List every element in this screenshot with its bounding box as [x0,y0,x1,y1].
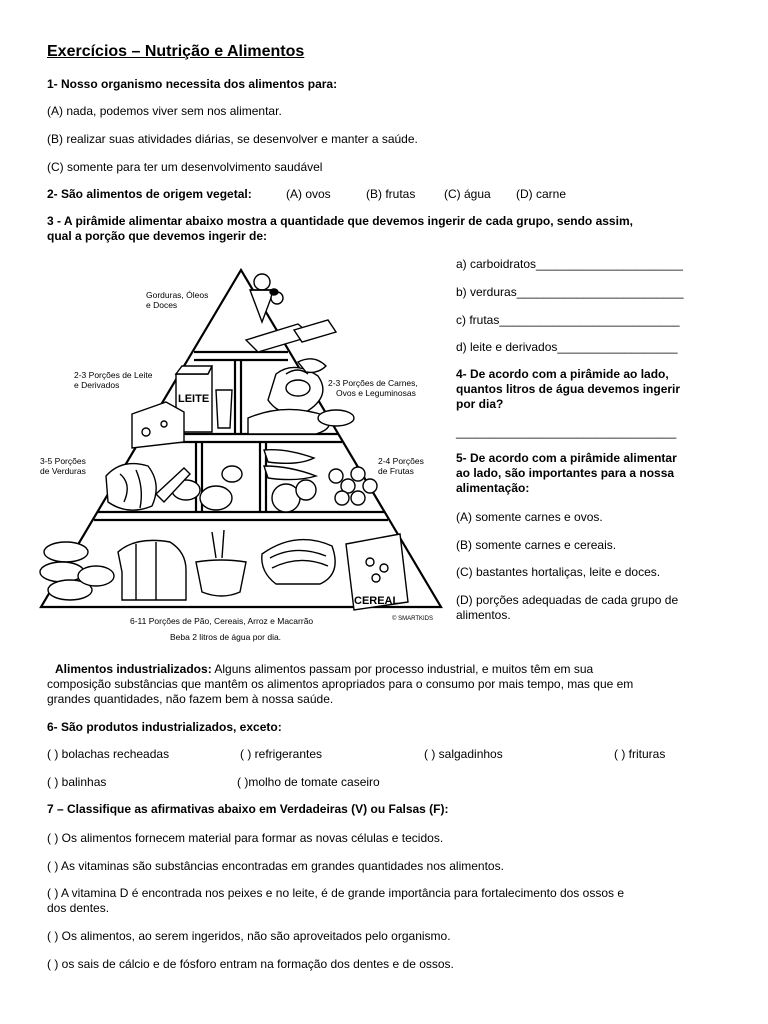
industrial-paragraph [47,662,721,676]
q5-option-d-line1: (D) porções adequadas de cada grupo de [456,593,679,607]
q2-option-b: (B) frutas [366,187,416,201]
q3-item-d: d) leite e derivados__________________ [456,340,678,354]
q3-item-c: c) frutas___________________________ [456,313,680,327]
label-meat-2: Ovos e Leguminosas [336,388,416,398]
question-6: 6- São produtos industrializados, exceto: [47,720,282,734]
q4-answer-line: _________________________________ [456,425,677,439]
q6-option-cookies: ( ) bolachas recheadas [47,747,170,761]
q6-option-snacks: ( ) salgadinhos [424,747,503,761]
question-5-line2: ao lado, são importantes para a nossa [456,466,675,480]
question-4-line1: 4- De acordo com a pirâmide ao lado, [456,367,669,381]
q1-option-a: (A) nada, podemos viver sem nos alimentar. [47,104,282,118]
question-4-line2: quantos litros de água devemos ingerir [456,382,681,396]
smartkids-logo: © SMARTKIDS [392,616,433,622]
industrial-heading: Alimentos industrializados: [55,662,212,676]
q6-option-soda: ( ) refrigerantes [240,747,323,761]
question-5-line1: 5- De acordo com a pirâmide alimentar [456,451,677,465]
q6-option-candy: ( ) balinhas [47,775,107,789]
food-pyramid-illustration [36,262,446,644]
label-fruits-2: de Frutas [378,466,414,476]
vegetables-icon [106,464,242,511]
cereal-box-label: CEREAL [354,595,400,607]
q7-statement-5: ( ) os sais de cálcio e de fósforo entram na formação dos dentes e de ossos. [47,957,454,971]
q6-option-tomato-sauce: ( )molho de tomate caseiro [237,775,380,789]
q5-option-c: (C) bastantes hortaliças, leite e doces. [456,565,661,579]
fruits-icon [264,450,377,512]
question-5-line3: alimentação: [456,481,530,495]
question-3-line1: 3 - A pirâmide alimentar abaixo mostra a quantidade que devemos ingerir de cada grupo, sendo assim, [47,214,633,228]
q7-statement-1: ( ) Os alimentos fornecem material para formar as novas células e tecidos. [47,831,444,845]
industrial-text-2: composição substâncias que mantêm os alimentos apropriados para o consumo por mais tempo, mas que em [47,677,634,691]
industrial-text-3: grandes quantidades, não fazem bem à nossa saúde. [47,692,334,706]
q6-option-fried: ( ) frituras [614,747,666,761]
question-3-line2: qual a porção que devemos ingerir de: [47,229,268,243]
q5-option-b: (B) somente carnes e cereais. [456,538,617,552]
label-grains: 6-11 Porções de Pão, Cereais, Arroz e Macarrão [130,616,314,626]
q7-statement-3-line1: ( ) A vitamina D é encontrada nos peixes e no leite, é de grande importância para fortalecimento dos ossos e [47,886,624,900]
label-vegetables-2: de Verduras [40,466,86,476]
label-dairy-2: e Derivados [74,380,120,390]
grains-icon [40,530,408,610]
q1-option-b: (B) realizar suas atividades diárias, se desenvolver e manter a saúde. [47,132,418,146]
label-fats-2: e Doces [146,300,178,310]
q1-option-c: (C) somente para ter um desenvolvimento saudável [47,160,323,174]
question-7: 7 – Classifique as afirmativas abaixo em Verdadeiras (V) ou Falsas (F): [47,802,449,816]
question-2: 2- São alimentos de origem vegetal: [47,187,252,201]
q3-item-b: b) verduras_________________________ [456,285,684,299]
question-4-line3: por dia? [456,397,504,411]
q3-item-a: a) carboidratos______________________ [456,257,683,271]
sweets-icon [246,274,336,352]
label-meat: 2-3 Porções de Carnes, [328,378,418,388]
industrial-text-1: Alguns alimentos passam por processo industrial, e muitos têm em sua [211,662,594,676]
milk-carton-label: LEITE [178,393,210,405]
q2-option-c: (C) água [444,187,491,201]
label-fruits: 2-4 Porções [378,456,424,466]
q5-option-d-line2: alimentos. [456,608,511,622]
q5-option-a: (A) somente carnes e ovos. [456,510,603,524]
label-vegetables: 3-5 Porções [40,456,86,466]
label-dairy: 2-3 Porções de Leite [74,370,153,380]
page-title: Exercícios – Nutrição e Alimentos [47,43,305,60]
q7-statement-3-line2: dos dentes. [47,901,110,915]
label-water: Beba 2 litros de água por dia. [170,632,282,642]
q2-option-d: (D) carne [516,187,567,201]
q2-option-a: (A) ovos [286,187,331,201]
label-fats: Gorduras, Óleos [146,290,209,300]
question-1: 1- Nosso organismo necessita dos alimentos para: [47,77,338,91]
q7-statement-2: ( ) As vitaminas são substâncias encontradas em grandes quantidades nos alimentos. [47,859,504,873]
q7-statement-4: ( ) Os alimentos, ao serem ingeridos, não são aproveitados pelo organismo. [47,929,451,943]
